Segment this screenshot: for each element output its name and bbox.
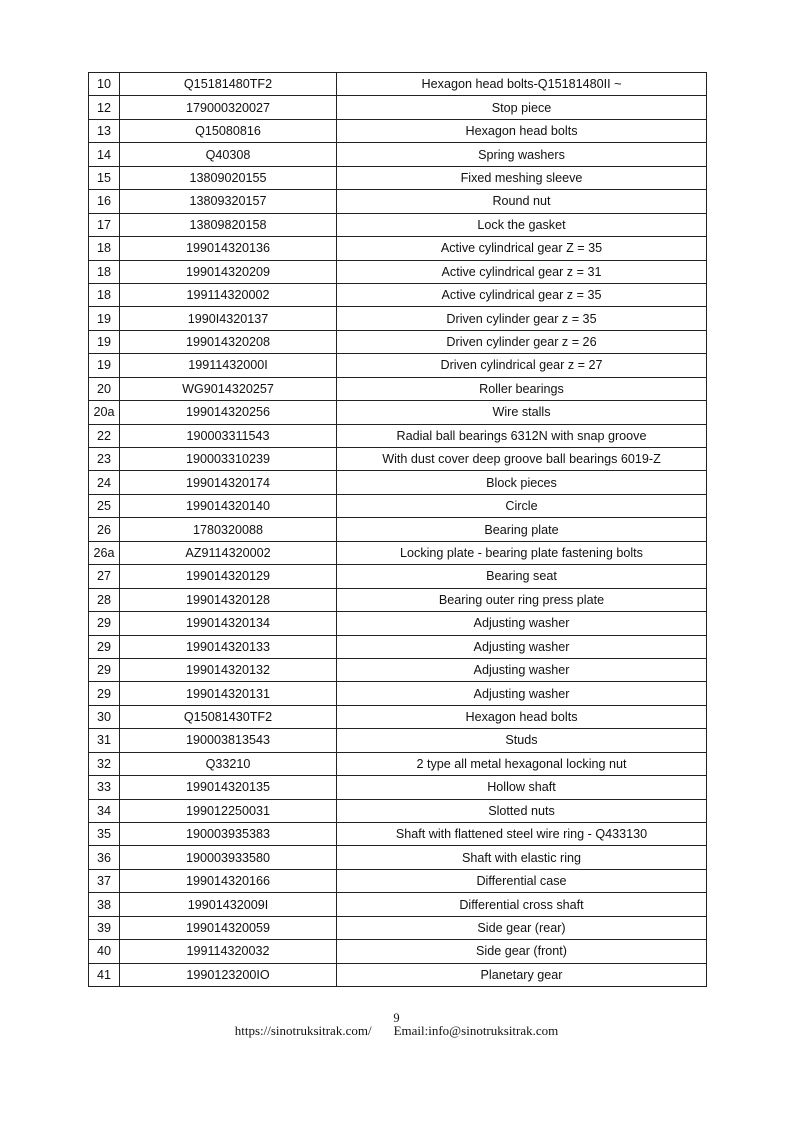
part-name-cell: Driven cylinder gear z = 35 (337, 307, 707, 330)
item-number-cell: 14 (89, 143, 120, 166)
page-number: 9 (393, 1011, 400, 1025)
part-code-cell: Q15181480TF2 (120, 73, 337, 96)
item-number-cell: 12 (89, 96, 120, 119)
table-row (89, 471, 707, 494)
part-name-cell: Adjusting washer (337, 612, 707, 635)
part-code-cell: AZ9114320002 (120, 541, 337, 564)
part-code-cell: 13809020155 (120, 166, 337, 189)
item-number-cell: 30 (89, 705, 120, 728)
parts-table-body (89, 73, 707, 987)
item-number-cell: 18 (89, 237, 120, 260)
part-name-cell: Stop piece (337, 96, 707, 119)
part-name-cell: Circle (337, 494, 707, 517)
item-number-cell: 17 (89, 213, 120, 236)
table-row (89, 330, 707, 353)
part-code-cell: 19901432009I (120, 893, 337, 916)
table-row (89, 354, 707, 377)
table-row (89, 73, 707, 96)
table-row (89, 237, 707, 260)
item-number-cell: 32 (89, 752, 120, 775)
part-code-cell: Q33210 (120, 752, 337, 775)
table-row (89, 658, 707, 681)
item-number-cell: 36 (89, 846, 120, 869)
part-name-cell: Roller bearings (337, 377, 707, 400)
item-number-cell: 29 (89, 682, 120, 705)
item-number-cell: 27 (89, 565, 120, 588)
table-row (89, 448, 707, 471)
table-row (89, 401, 707, 424)
table-row (89, 377, 707, 400)
table-row (89, 612, 707, 635)
table-row (89, 682, 707, 705)
table-row (89, 799, 707, 822)
table-row (89, 963, 707, 986)
part-name-cell: Side gear (rear) (337, 916, 707, 939)
item-number-cell: 15 (89, 166, 120, 189)
item-number-cell: 18 (89, 283, 120, 306)
item-number-cell: 39 (89, 916, 120, 939)
part-code-cell: WG9014320257 (120, 377, 337, 400)
table-row (89, 424, 707, 447)
table-row (89, 893, 707, 916)
footer-contact (0, 1023, 793, 1039)
website-link[interactable]: https://sinotruksitrak.com/ (234, 1023, 372, 1038)
part-name-cell: Shaft with elastic ring (337, 846, 707, 869)
table-row (89, 166, 707, 189)
item-number-cell: 40 (89, 940, 120, 963)
part-name-cell: Shaft with flattened steel wire ring - Q433130 (337, 823, 707, 846)
item-number-cell: 41 (89, 963, 120, 986)
part-name-cell: Spring washers (337, 143, 707, 166)
part-name-cell: Bearing plate (337, 518, 707, 541)
table-row (89, 940, 707, 963)
part-code-cell: 1990I4320137 (120, 307, 337, 330)
table-row (89, 96, 707, 119)
part-code-cell: 199014320133 (120, 635, 337, 658)
table-row (89, 823, 707, 846)
table-row (89, 729, 707, 752)
part-name-cell: Block pieces (337, 471, 707, 494)
parts-table (88, 72, 707, 987)
part-name-cell: Adjusting washer (337, 635, 707, 658)
table-row (89, 143, 707, 166)
item-number-cell: 19 (89, 354, 120, 377)
part-name-cell: Fixed meshing sleeve (337, 166, 707, 189)
part-code-cell: 1780320088 (120, 518, 337, 541)
part-name-cell: Side gear (front) (337, 940, 707, 963)
item-number-cell: 22 (89, 424, 120, 447)
item-number-cell: 19 (89, 307, 120, 330)
item-number-cell: 25 (89, 494, 120, 517)
part-code-cell: 1990123200IO (120, 963, 337, 986)
item-number-cell: 29 (89, 658, 120, 681)
part-code-cell: 199114320032 (120, 940, 337, 963)
table-row (89, 776, 707, 799)
part-name-cell: Round nut (337, 190, 707, 213)
part-name-cell: Wire stalls (337, 401, 707, 424)
part-name-cell: 2 type all metal hexagonal locking nut (337, 752, 707, 775)
part-name-cell: Hexagon head bolts-Q15181480II ~ (337, 73, 707, 96)
part-code-cell: 190003933580 (120, 846, 337, 869)
part-name-cell: Adjusting washer (337, 658, 707, 681)
table-row (89, 518, 707, 541)
table-row (89, 588, 707, 611)
part-code-cell: 179000320027 (120, 96, 337, 119)
part-code-cell: 13809820158 (120, 213, 337, 236)
table-row (89, 119, 707, 142)
part-code-cell: 199014320166 (120, 869, 337, 892)
item-number-cell: 37 (89, 869, 120, 892)
part-name-cell: Driven cylinder gear z = 26 (337, 330, 707, 353)
item-number-cell: 18 (89, 260, 120, 283)
part-name-cell: Driven cylindrical gear z = 27 (337, 354, 707, 377)
table-row (89, 705, 707, 728)
part-code-cell: 199012250031 (120, 799, 337, 822)
table-row (89, 635, 707, 658)
part-code-cell: 199014320132 (120, 658, 337, 681)
part-name-cell: Adjusting washer (337, 682, 707, 705)
item-number-cell: 19 (89, 330, 120, 353)
part-code-cell: 190003813543 (120, 729, 337, 752)
table-row (89, 260, 707, 283)
table-row (89, 307, 707, 330)
part-code-cell: 199014320131 (120, 682, 337, 705)
item-number-cell: 13 (89, 119, 120, 142)
item-number-cell: 23 (89, 448, 120, 471)
part-name-cell: Locking plate - bearing plate fastening bolts (337, 541, 707, 564)
part-code-cell: Q15081430TF2 (120, 705, 337, 728)
part-code-cell: 199014320140 (120, 494, 337, 517)
part-name-cell: Radial ball bearings 6312N with snap groove (337, 424, 707, 447)
item-number-cell: 24 (89, 471, 120, 494)
part-code-cell: Q40308 (120, 143, 337, 166)
part-code-cell: 199014320208 (120, 330, 337, 353)
part-code-cell: 199014320128 (120, 588, 337, 611)
part-name-cell: Hexagon head bolts (337, 705, 707, 728)
item-number-cell: 31 (89, 729, 120, 752)
item-number-cell: 10 (89, 73, 120, 96)
item-number-cell: 20 (89, 377, 120, 400)
part-code-cell: 199014320136 (120, 237, 337, 260)
item-number-cell: 16 (89, 190, 120, 213)
email-link[interactable]: Email:info@sinotruksitrak.com (393, 1023, 559, 1038)
item-number-cell: 38 (89, 893, 120, 916)
table-row (89, 283, 707, 306)
part-name-cell: Active cylindrical gear z = 35 (337, 283, 707, 306)
part-name-cell: Active cylindrical gear Z = 35 (337, 237, 707, 260)
part-code-cell: 199014320135 (120, 776, 337, 799)
item-number-cell: 29 (89, 612, 120, 635)
part-code-cell: 19911432000I (120, 354, 337, 377)
table-row (89, 916, 707, 939)
part-code-cell: Q15080816 (120, 119, 337, 142)
table-row (89, 541, 707, 564)
part-name-cell: Differential case (337, 869, 707, 892)
part-name-cell: Lock the gasket (337, 213, 707, 236)
part-code-cell: 199014320129 (120, 565, 337, 588)
table-row (89, 213, 707, 236)
part-name-cell: Planetary gear (337, 963, 707, 986)
part-name-cell: Differential cross shaft (337, 893, 707, 916)
part-name-cell: Hollow shaft (337, 776, 707, 799)
part-code-cell: 199014320174 (120, 471, 337, 494)
item-number-cell: 33 (89, 776, 120, 799)
part-code-cell: 190003311543 (120, 424, 337, 447)
part-name-cell: With dust cover deep groove ball bearings 6019-Z (337, 448, 707, 471)
part-code-cell: 190003935383 (120, 823, 337, 846)
part-code-cell: 190003310239 (120, 448, 337, 471)
table-row (89, 190, 707, 213)
item-number-cell: 26 (89, 518, 120, 541)
part-code-cell: 199114320002 (120, 283, 337, 306)
item-number-cell: 29 (89, 635, 120, 658)
part-name-cell: Bearing outer ring press plate (337, 588, 707, 611)
part-code-cell: 199014320059 (120, 916, 337, 939)
table-row (89, 494, 707, 517)
part-code-cell: 13809320157 (120, 190, 337, 213)
item-number-cell: 20a (89, 401, 120, 424)
table-row (89, 565, 707, 588)
part-name-cell: Slotted nuts (337, 799, 707, 822)
table-row (89, 846, 707, 869)
part-name-cell: Active cylindrical gear z = 31 (337, 260, 707, 283)
part-code-cell: 199014320256 (120, 401, 337, 424)
table-row (89, 752, 707, 775)
item-number-cell: 26a (89, 541, 120, 564)
part-code-cell: 199014320209 (120, 260, 337, 283)
part-name-cell: Bearing seat (337, 565, 707, 588)
part-code-cell: 199014320134 (120, 612, 337, 635)
part-name-cell: Studs (337, 729, 707, 752)
table-row (89, 869, 707, 892)
item-number-cell: 34 (89, 799, 120, 822)
item-number-cell: 28 (89, 588, 120, 611)
item-number-cell: 35 (89, 823, 120, 846)
part-name-cell: Hexagon head bolts (337, 119, 707, 142)
